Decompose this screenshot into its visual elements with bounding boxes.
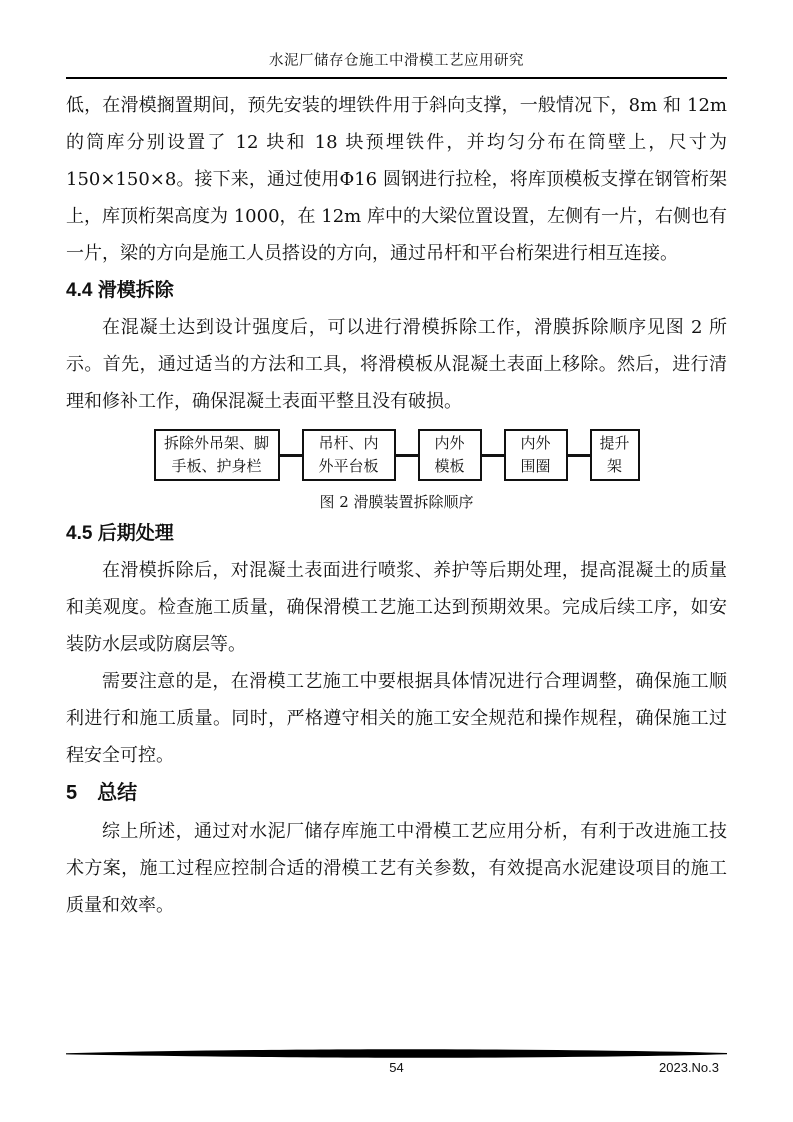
flow-box-line: 提升	[599, 434, 630, 452]
figure-caption: 图 2 滑膜装置拆除顺序	[319, 493, 474, 511]
figure-2	[66, 429, 727, 513]
flow-box-waling-rings	[504, 429, 568, 481]
flow-box-formwork	[418, 429, 482, 481]
flow-box-line: 围圈	[520, 457, 551, 475]
flow-box-lifting-frame	[590, 429, 640, 481]
section-heading-5: 5 总结	[66, 782, 138, 804]
paragraph-post-treatment: 在滑模拆除后，对混凝土表面进行喷浆、养护等后期处理，提高混凝土的质量和美观度。检查施工质量，确保滑模工艺施工达到预期效果。完成后续工序，如安装防水层或防腐层等。	[66, 560, 727, 655]
flowchart-removal-sequence	[66, 429, 727, 481]
footer-rule	[66, 1048, 727, 1059]
paragraph-continuation: 低，在滑模搁置期间，预先安装的埋铁件用于斜向支撑，一般情况下，8m 和 12m 的筒库分别设置了 12 块和 18 块预埋铁件，并均匀分布在筒壁上，尺寸为 150×150×8。接下来，通过使用Φ16 圆钢进行拉栓，将库顶模板支撑在钢管桁架上，库顶桁架高度为 1000，在 12m 库中的大梁位置设置，左侧有一片，右侧也有一片，梁的方向是施工人员搭设的方向，通过吊杆和平台桁架进行相互连接。	[66, 95, 727, 264]
section-heading-4-5: 4.5 后期处理	[66, 523, 174, 544]
paragraph-demolding: 在混凝土达到设计强度后，可以进行滑模拆除工作，滑膜拆除顺序见图 2 所示。首先，通过适当的方法和工具，将滑模板从混凝土表面上移除。然后，进行清理和修补工作，确保混凝土表面平整且没有破损。	[66, 317, 727, 412]
flow-box-line: 内外	[434, 434, 465, 452]
flow-connector	[396, 454, 418, 457]
flow-box-outer-hangers	[154, 429, 280, 481]
paragraph-safety-note: 需要注意的是，在滑模工艺施工中要根据具体情况进行合理调整，确保施工顺利进行和施工质量。同时，严格遵守相关的施工安全规范和操作规程，确保施工过程安全可控。	[66, 671, 727, 766]
flow-box-line: 吊杆、内	[318, 434, 379, 452]
page-footer	[66, 1048, 727, 1077]
flow-box-line: 拆除外吊架、脚	[163, 434, 269, 452]
flow-box-line: 手板、护身栏	[171, 457, 262, 475]
footer-row	[66, 1059, 727, 1077]
flow-box-line: 模板	[434, 457, 465, 475]
header-rule	[66, 77, 727, 79]
flow-box-platform-boards	[302, 429, 396, 481]
section-heading-4-4: 4.4 滑模拆除	[66, 280, 174, 301]
paragraph-summary: 综上所述，通过对水泥厂储存库施工中滑模工艺应用分析，有利于改进施工技术方案，施工过程应控制合适的滑模工艺有关参数，有效提高水泥建设项目的施工质量和效率。	[66, 821, 727, 916]
flow-connector	[482, 454, 504, 457]
page-number: 54	[389, 1060, 404, 1075]
issue-number: 2023.No.3	[659, 1060, 719, 1075]
flow-box-line: 架	[606, 457, 622, 475]
flow-box-line: 内外	[520, 434, 551, 452]
flow-box-line: 外平台板	[318, 457, 379, 475]
running-head-title: 水泥厂储存仓施工中滑模工艺应用研究	[269, 53, 524, 69]
page-header	[66, 0, 727, 79]
flow-connector	[568, 454, 590, 457]
flow-connector	[280, 454, 302, 457]
